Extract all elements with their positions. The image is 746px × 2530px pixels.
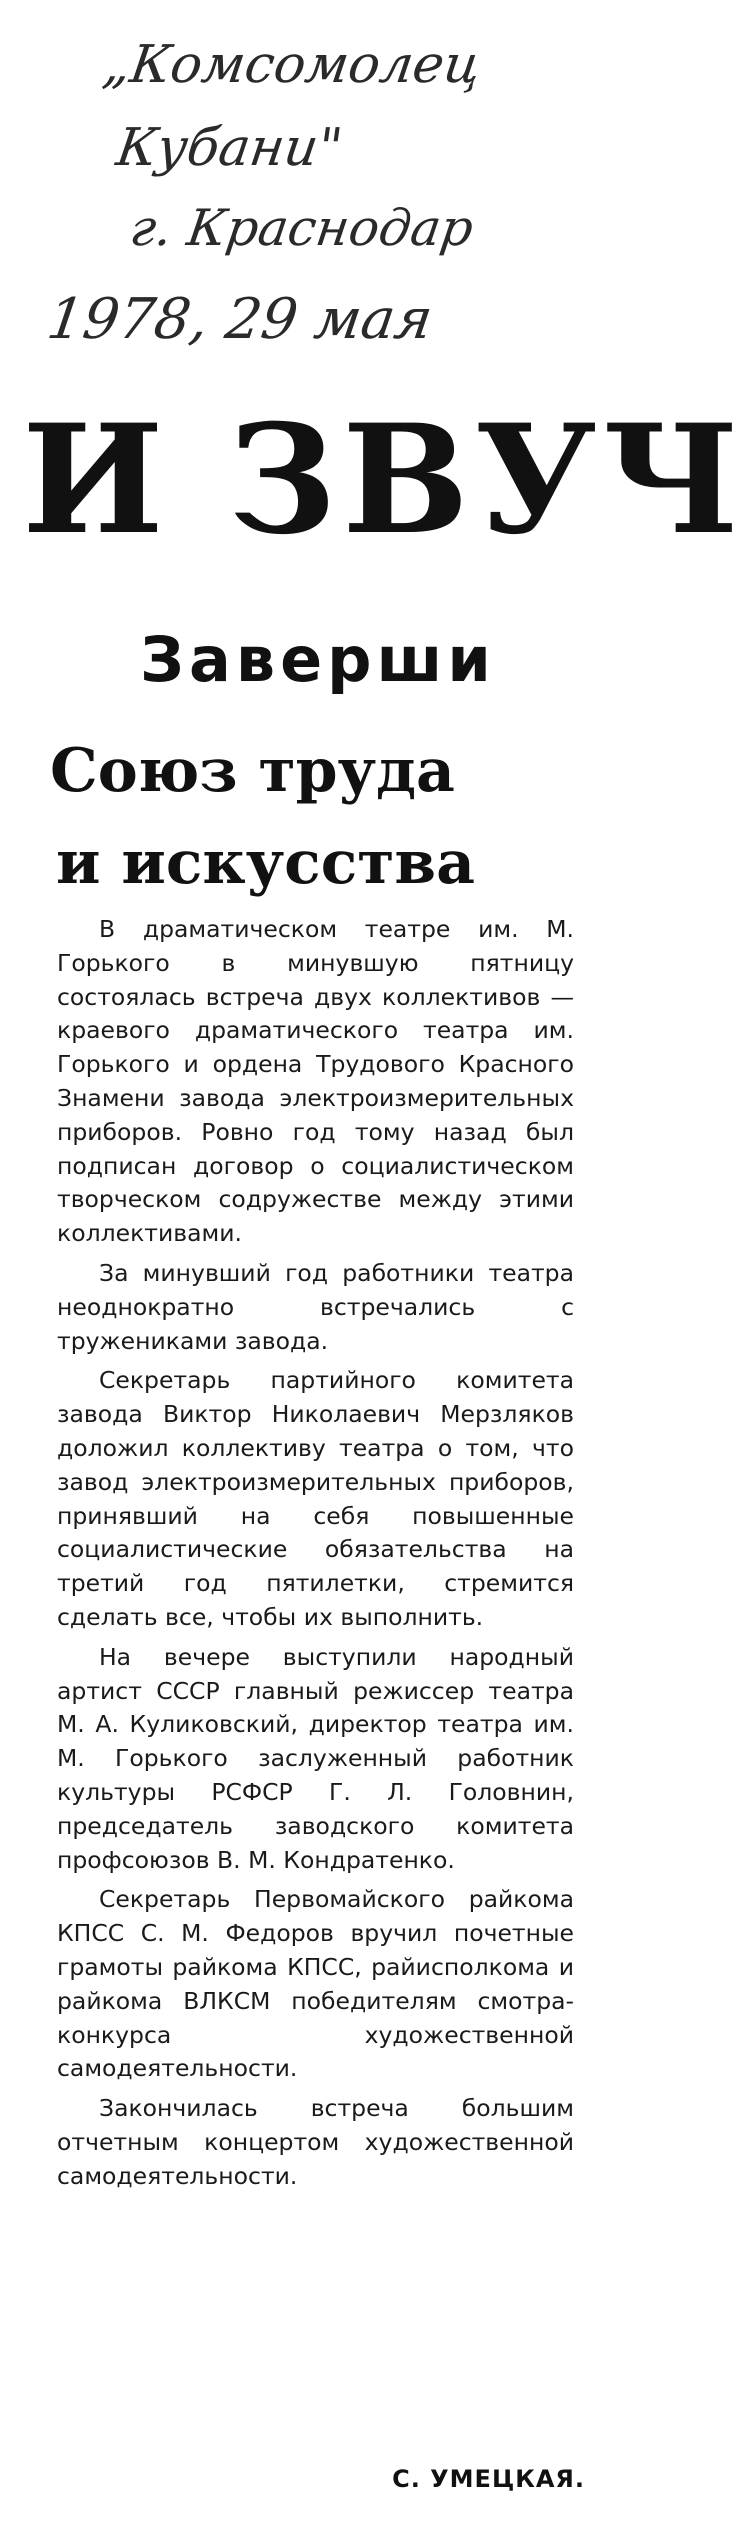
article-paragraph: В драматическом театре им. М. Горького в минувшую пятницу состоялась встреча двух коллективов — краевого драматического театра им. Горького и ордена Трудового Красного Знамени завода электроизмерительных приборов. Ровно год тому назад был подписан договор о социалистическом творческом содружестве между этими коллективами. bbox=[57, 915, 574, 1248]
section-subheadline: Заверши bbox=[140, 623, 496, 696]
handwriting-svg bbox=[43, 20, 570, 360]
article-paragraph: Секретарь партийного комитета завода Виктор Николаевич Мерзляков доложил коллективу театра о том, что завод электроизмерительных приборов, принявший на себя повышенные социалистические обязательства на третий год пятилетки, стремится сделать все, чтобы их выполнить. bbox=[57, 1366, 574, 1631]
article-title bbox=[50, 725, 570, 909]
annotation-date: 1978, 29 мая bbox=[43, 287, 437, 352]
page-headline: И ЗВУЧ bbox=[22, 392, 746, 568]
article-paragraph: Секретарь Первомайского райкома КПСС С. М. Федоров вручил почетные грамоты райкома КПСС, райисполкома и райкома ВЛКСМ победителям смотра-конкурса художественной самодеятельности. bbox=[57, 1885, 574, 2083]
article-body bbox=[57, 913, 574, 2199]
handwritten-annotation bbox=[43, 20, 570, 360]
annotation-source-line1: „Комсомолец bbox=[99, 35, 485, 95]
article-title-line1: Союз труда bbox=[50, 736, 455, 806]
annotation-city: г. Краснодар bbox=[126, 198, 477, 257]
annotation-source-line2: Кубани" bbox=[112, 118, 346, 178]
author-signature: С. УМЕЦКАЯ. bbox=[392, 2465, 585, 2493]
article-title-line2: и искусства bbox=[56, 828, 475, 898]
article-paragraph: Закончилась встреча большим отчетным концертом художественной самодеятельности. bbox=[57, 2094, 574, 2190]
article-paragraph: За минувший год работники театра неоднократно встречались с тружениками завода. bbox=[57, 1258, 574, 1355]
article-paragraph: На вечере выступили народный артист СССР главный режиссер театра М. А. Куликовский, директор театра им. М. Горького заслуженный работник культуры РСФСР Г. Л. Головнин, председатель заводского комитета профсоюзов В. М. Кондратенко. bbox=[57, 1642, 574, 1874]
